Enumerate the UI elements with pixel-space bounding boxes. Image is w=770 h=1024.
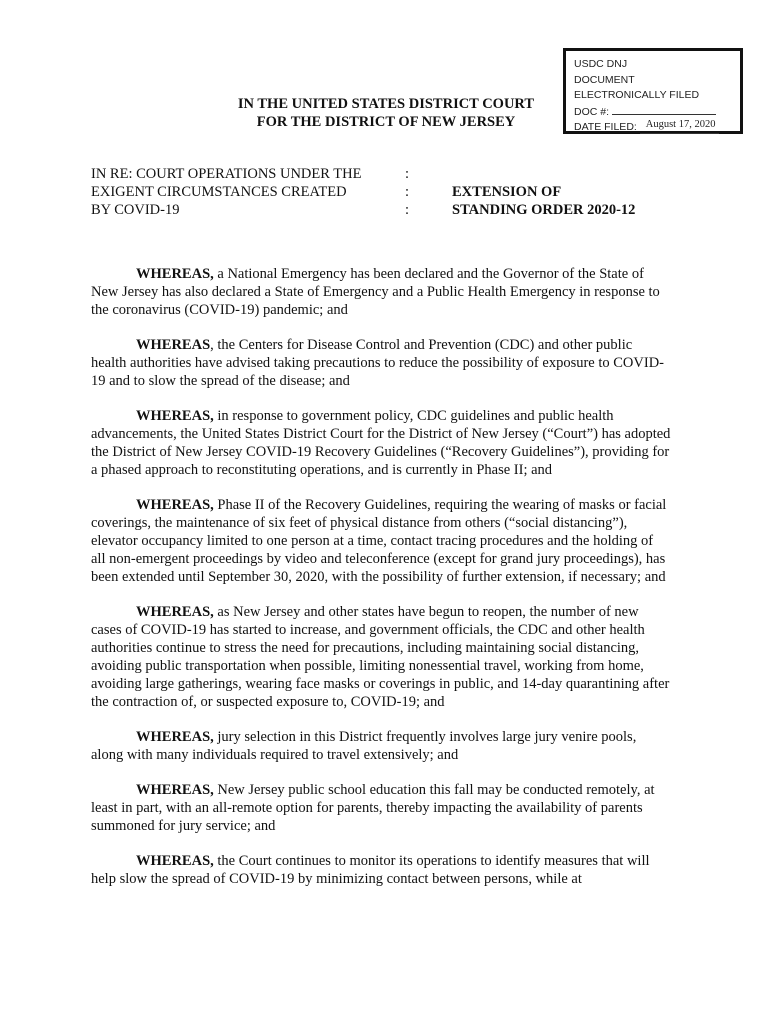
stamp-date-filed-label: DATE FILED: [574, 121, 637, 133]
whereas-lead: WHEREAS, [136, 782, 214, 798]
whereas-text: New Jersey public school education this fall may be conducted remotely, at least in part, with an all-remote option for parents, thereby impacting the availability of parents summoned for jury service; and [91, 782, 655, 834]
order-title-line-1: EXTENSION OF [452, 184, 562, 200]
caption-colons [405, 165, 409, 219]
stamp-date-filed-value: August 17, 2020 [640, 117, 720, 134]
order-title-line-2: STANDING ORDER 2020-12 [452, 202, 636, 218]
case-caption [91, 165, 361, 219]
whereas-paragraph [91, 336, 671, 390]
whereas-paragraph [91, 496, 671, 586]
caption-colon-3: : [405, 202, 410, 218]
stamp-court-line: USDC DNJ [574, 58, 628, 70]
whereas-lead: WHEREAS, [136, 853, 214, 869]
filing-stamp [563, 48, 743, 134]
caption-colon-1: : [405, 166, 410, 182]
court-heading-line-1: IN THE UNITED STATES DISTRICT COURT [237, 96, 535, 112]
caption-colon-2: : [405, 184, 410, 200]
whereas-text: as New Jersey and other states have begun to reopen, the number of new cases of COVID-19 has started to increase, and government officials, the CDC and other health authorities continue to stress the need for precautions, including maintaining social distancing, avoiding public transportation when possible, limiting nonessential travel, working from home, avoiding large gatherings, wearing face masks or coverings in public, and 14-day quarantining after the contraction of, or suspected exposure to, COVID-19; and [91, 604, 670, 710]
stamp-electronically-filed-line: ELECTRONICALLY FILED [574, 89, 700, 101]
order-body [91, 265, 671, 905]
whereas-text: jury selection in this District frequently involves large jury venire pools, along with many individuals required to travel extensively; and [91, 729, 637, 763]
order-title [452, 183, 635, 219]
whereas-paragraph [91, 265, 671, 319]
caption-line-3: BY COVID-19 [91, 202, 180, 218]
stamp-doc-number-blank [612, 104, 716, 115]
whereas-text: in response to government policy, CDC guidelines and public health advancements, the United States District Court for the District of New Jersey (“Court”) has adopted the District of New Jersey COVID-19 Recovery Guidelines (“Recovery Guidelines”), providing for a phased approach to reconstituting operations, and is currently in Phase II; and [91, 408, 671, 478]
whereas-paragraph [91, 852, 671, 888]
whereas-text: a National Emergency has been declared and the Governor of the State of New Jersey has also declared a State of Emergency and a Public Health Emergency in response to the coronavirus (COVID-19) pandemic; and [91, 266, 660, 318]
whereas-text: the Court continues to monitor its operations to identify measures that will help slow the spread of COVID-19 by minimizing contact between persons, while at [91, 853, 650, 887]
whereas-lead: WHEREAS, [136, 266, 214, 282]
whereas-paragraph [91, 407, 671, 479]
stamp-date-filed-row [574, 120, 740, 137]
whereas-lead: WHEREAS [136, 337, 211, 353]
court-heading [200, 95, 572, 131]
whereas-lead: WHEREAS, [136, 604, 214, 620]
stamp-doc-number-label: DOC #: [574, 105, 610, 118]
whereas-lead: WHEREAS, [136, 729, 214, 745]
caption-line-2: EXIGENT CIRCUMSTANCES CREATED [91, 184, 347, 200]
whereas-lead: WHEREAS, [136, 497, 214, 513]
caption-line-1: IN RE: COURT OPERATIONS UNDER THE [91, 166, 362, 182]
whereas-paragraph [91, 728, 671, 764]
whereas-text: Phase II of the Recovery Guidelines, requiring the wearing of masks or facial coverings, the maintenance of six feet of physical distance from others (“social distancing”), elevator occupancy limited to one person at a time, contact tracing procedures and the holding of all non-emergent proceedings by video and teleconference (except for grand jury proceedings), has been extended until September 30, 2020, with the possibility of further extension, if necessary; and [91, 497, 667, 585]
whereas-text: , the Centers for Disease Control and Prevention (CDC) and other public health authorities have advised taking precautions to reduce the possibility of exposure to COVID-19 and to slow the spread of the disease; and [91, 337, 665, 389]
whereas-paragraph [91, 781, 671, 835]
court-heading-line-2: FOR THE DISTRICT OF NEW JERSEY [256, 114, 516, 130]
whereas-lead: WHEREAS, [136, 408, 214, 424]
stamp-document-line: DOCUMENT [574, 73, 635, 86]
whereas-paragraph [91, 603, 671, 711]
